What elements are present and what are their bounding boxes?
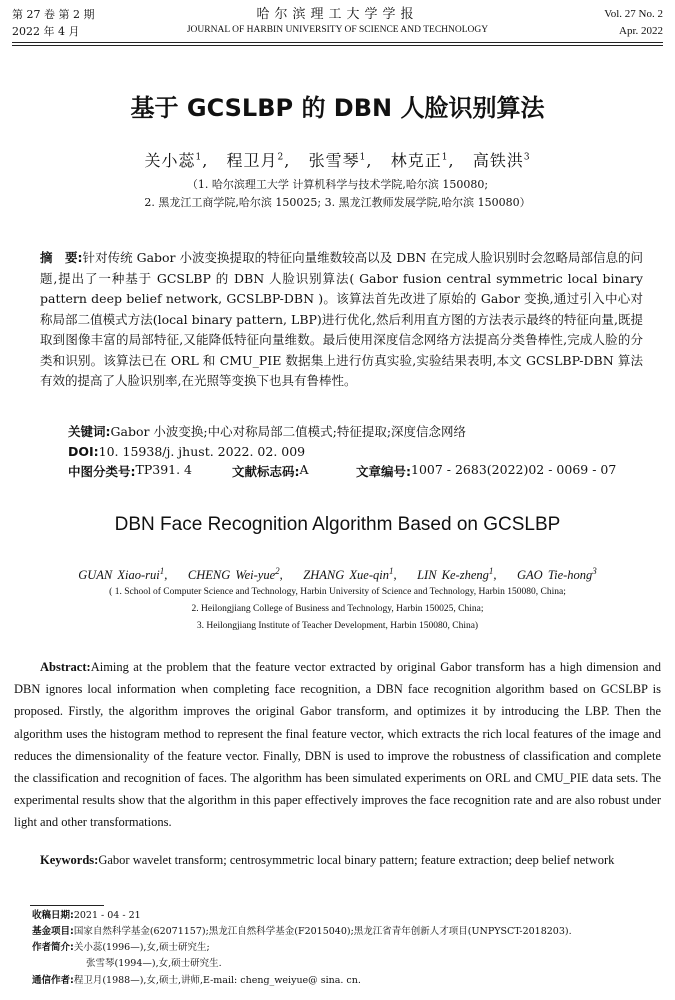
footnote-bio-line2: 张雪琴(1994—),女,硕士研究生. [86,958,222,969]
header-rule-bottom [12,45,663,46]
journal-name-en: JOURNAL OF HARBIN UNIVERSITY OF SCIENCE AND TECHNOLOGY [186,25,489,35]
abstract-cn-label: 摘 要: [40,250,83,265]
keywords-en-label: Keywords: [40,853,99,867]
author-cn: 高铁洪$^3$ [472,151,531,170]
volume-issue-cn: 第 27 卷 第 2 期 [12,8,95,21]
keywords-en-text: Gabor wavelet transform; centrosymmetric local binary pattern; feature extraction; deep belief network [98,853,615,867]
keywords-en [14,849,661,871]
keywords-cn-label: 关键词: [68,424,111,439]
author-cn: 关小蕊$^1$ [144,151,203,170]
keywords-cn [68,422,643,442]
author-cn: 张雪琴$^1$ [308,151,367,170]
abstract-en-label: Abstract: [40,660,91,674]
doi [68,442,643,462]
footnote-fund: 基金项目:国家自然科学基金(62071157);黑龙江自然科学基金(F2015040);黑龙江省青年创新人才项目(UNPYSCT-2018203). [32,926,572,937]
running-header [12,6,663,40]
author-en: CHENG Wei-yue$^2$ [187,566,280,583]
doi-text: 10. 15938/j. jhust. 2022. 02. 009 [98,444,306,459]
date-en: Apr. 2022 [619,25,663,37]
authors-cn: 关小蕊$^1$, 程卫月$^2$, 张雪琴$^1$, 林克正$^1$, 高铁洪$^3$ [144,151,531,170]
title-cn: 基于 GCSLBP 的 DBN 人脸识别算法 [130,94,545,122]
affiliation-cn-line: （1. 哈尔滨理工大学 计算机科学与技术学院,哈尔滨 150080; [186,178,489,191]
abstract-cn [40,248,643,392]
footnote-received: 收稿日期:2021 - 04 - 21 [32,910,141,921]
footnote-bio: 作者简介:关小蕊(1996—),女,硕士研究生; [32,942,210,953]
header-right [604,6,663,40]
authors-en: GUAN Xiao-rui$^1$, CHENG Wei-yue$^2$, ZHANG Xue-qin$^1$, LIN Ke-zheng$^1$, GAO Tie-hong$^3$ [78,566,597,583]
footnote-corresponding: 通信作者:程卫月(1988—),女,硕士,讲师,E-mail: cheng_weiyue@ sina. cn. [32,975,361,986]
date-cn: 2022 年 4 月 [12,25,80,38]
article-number: 文章编号: 1007 - 2683(2022)02 - 0069 - 07 [356,462,617,479]
title-en: DBN Face Recognition Algorithm Based on GCSLBP [114,514,561,535]
affiliation-en-line: 2. Heilongjiang College of Business and Technology, Harbin 150025, China; [191,604,484,614]
keywords-cn-text: Gabor 小波变换;中心对称局部二值模式;特征提取;深度信念网络 [110,424,467,439]
header-rule-top [12,42,663,43]
document-code: 文献标志码: A [232,462,309,479]
author-cn: 林克正$^1$ [390,151,449,170]
volume-issue-en: Vol. 27 No. 2 [604,8,663,20]
abstract-cn-text: 针对传统 Gabor 小波变换提取的特征向量维数较高以及 DBN 在完成人脸识别时会忽略局部信息的问题,提出了一种基于 GCSLBP 的 DBN 人脸识别算法( Gabor fusion central symmetric local binary pattern deep belief network, GCSLBP-DBN )。该算法首先改进了原始的 Gabor 变换,通过引入中心对称局部二值模式方法(local binary pattern, LBP)进行优化,然后利用直方图的方法表示最终的特征向量,既提取到图像丰富的局部特征,又能降低特征向量维数。最后使用深度信念网络方法提高分类鲁棒性,完成人脸的分类和识别。该算法已在 ORL 和 CMU_PIE 数据集上进行仿真实验,实验结果表明,本文 GCSLBP-DBN 算法有效的提高了人脸识别率,在光照等变换下也具有鲁棒性。 [40,250,644,388]
doi-label: DOI: [68,444,99,459]
journal-name-cn: 哈尔滨理工大学学报 [256,7,419,22]
affiliation-en-line: ( 1. School of Computer Science and Technology, Harbin University of Science and Technology, Harbin 150080, China; [109,587,566,597]
author-en: ZHANG Xue-qin$^1$ [303,566,394,583]
author-en: LIN Ke-zheng$^1$ [417,566,494,583]
author-en: GAO Tie-hong$^3$ [517,566,597,583]
affiliation-en-line: 3. Heilongjiang Institute of Teacher Development, Harbin 150080, China) [196,621,479,631]
author-cn: 程卫月$^2$ [226,151,285,170]
header-center [12,6,663,38]
author-en: GUAN Xiao-rui$^1$ [78,566,165,583]
abstract-en-text: Aiming at the problem that the feature vector extracted by original Gabor transform has a high dimension and DBN ignores local information when completing face recognition, a DBN face recognition algorithm based on GCSLBP is proposed. Firstly, the algorithm improves the original Gabor transform, and optimizes it by introducing the LBP. Then the algorithm uses the histogram method to represent the final feature vector, which extracts the rich local features of the image and reduces the dimensionality of the feature vector. Finally, DBN is used to improve the robustness of classification and complete the classification and recognition of faces. The algorithm has been simulated experiments on ORL and CMU_PIE data sets. The experimental results show that the algorithm in this paper effectively improves the face recognition rate and are also robust under light and other transformations. [14,660,661,830]
clc-number: 中图分类号: TP391. 4 [68,462,193,479]
footnote-rule [30,905,104,906]
affiliation-cn-line: 2. 黑龙江工商学院,哈尔滨 150025; 3. 黑龙江教师发展学院,哈尔滨 150080） [144,196,531,209]
abstract-en [14,656,661,834]
